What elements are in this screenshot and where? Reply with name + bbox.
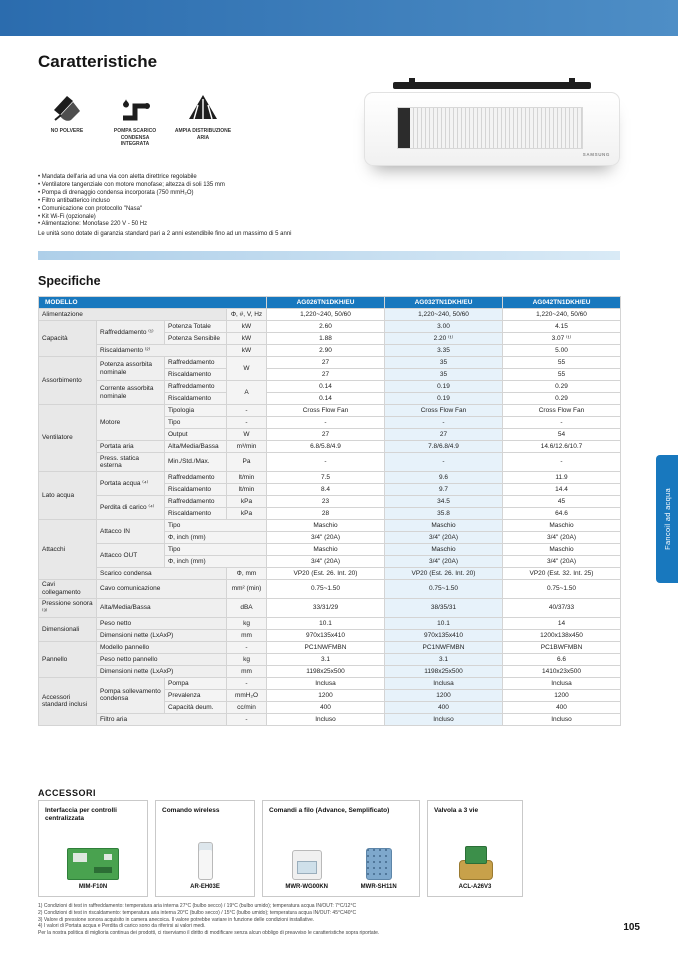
spec-cell: Raffreddamento	[165, 381, 227, 393]
spec-cell: 3/4" (20A)	[385, 555, 503, 567]
spec-cell: 34.5	[385, 495, 503, 507]
page-number: 105	[623, 922, 640, 933]
accessory-title: Valvola a 3 vie	[434, 807, 479, 814]
spec-cell: Attacco IN	[97, 519, 165, 543]
accessories	[38, 800, 523, 897]
spec-cell: 27	[385, 429, 503, 441]
spec-cell: Riscaldamento	[165, 483, 227, 495]
pcb-image	[67, 848, 119, 880]
spec-cell: 0.75~1.50	[385, 579, 503, 598]
valve-image	[454, 844, 496, 880]
spec-cell: -	[503, 417, 621, 429]
spec-cell: W	[227, 357, 267, 381]
spec-cell: 40/37/33	[503, 598, 621, 617]
accessory-card	[155, 800, 255, 897]
spec-cell: dBA	[227, 598, 267, 617]
spec-cell: kW	[227, 333, 267, 345]
spec-cell: mm	[227, 665, 267, 677]
spec-cell: Portata acqua ⁽⁴⁾	[97, 471, 165, 495]
spec-cell: Potenza Sensibile	[165, 333, 227, 345]
feature-item: • Comunicazione con protocollo "Nasa"	[38, 206, 368, 214]
spec-cell: lt/min	[227, 483, 267, 495]
spec-cell: 10.1	[267, 617, 385, 629]
wired-simple-image	[366, 848, 392, 880]
spec-cell: 400	[385, 701, 503, 713]
spec-cell: 27	[267, 369, 385, 381]
spec-cell: Press. statica esterna	[97, 453, 165, 472]
spec-cell: 11.9	[503, 471, 621, 483]
spec-cell: 28	[267, 507, 385, 519]
spec-cell: Tipo	[165, 417, 227, 429]
warranty-note: Le unità sono dotate di garanzia standard pari a 2 anni estendibile fino ad un massimo di 5 anni	[38, 231, 292, 238]
spec-cell: 7.5	[267, 471, 385, 483]
spec-cell: VP20 (Est. 32. Int. 25)	[503, 567, 621, 579]
spec-cell: VP20 (Est. 26. Int. 20)	[385, 567, 503, 579]
feature-icons	[38, 90, 232, 148]
spec-cell: Inclusa	[267, 677, 385, 689]
spec-cell: Attacchi	[39, 519, 97, 579]
spec-cell: -	[227, 417, 267, 429]
spec-cell: 5.00	[503, 345, 621, 357]
spec-cell: 35	[385, 357, 503, 369]
spec-cell: 1200	[267, 689, 385, 701]
feature-item: • Alimentazione: Monofase 220 V - 50 Hz	[38, 221, 368, 229]
spec-cell: PC1NWFMBN	[385, 641, 503, 653]
spec-cell: A	[227, 381, 267, 405]
brand-logo: SAMSUNG	[582, 152, 610, 157]
spec-cell: Raffreddamento	[165, 357, 227, 369]
spec-section-title: Specifiche	[38, 274, 101, 288]
spec-cell: 10.1	[385, 617, 503, 629]
spec-cell: PC1BWFMBN	[503, 641, 621, 653]
spec-cell: 8.4	[267, 483, 385, 495]
spec-cell: 0.14	[267, 393, 385, 405]
spec-cell: 3.1	[267, 653, 385, 665]
spec-cell: Capacità	[39, 321, 97, 357]
air-grille	[397, 107, 583, 149]
spec-cell: Attacco OUT	[97, 543, 165, 567]
cassette-body	[364, 92, 620, 166]
spec-cell: AG032TN1DKH/EU	[385, 297, 503, 309]
spec-table	[38, 296, 621, 726]
page-title: Caratteristiche	[38, 52, 158, 71]
feature-item: • Ventilatore tangenziale con motore monofase; altezza di soli 135 mm	[38, 182, 368, 190]
spec-cell: 0.75~1.50	[267, 579, 385, 598]
spec-cell: 3.07 ⁽¹⁾	[503, 333, 621, 345]
spec-cell: 0.14	[267, 381, 385, 393]
footnote: 2) Condizioni di test in riscaldamento: temperatura aria interna 20°C (bulbo secco) / 15°C (bulbo umido); temperatura acqua IN/OUT: 45°C/40°C	[38, 909, 357, 916]
spec-cell: Pressione sonora ⁽³⁾	[39, 598, 97, 617]
spec-cell: -	[227, 641, 267, 653]
accessories-title: ACCESSORI	[38, 788, 97, 798]
spec-cell: Capacità deum.	[165, 701, 227, 713]
spec-cell: Pompa	[165, 677, 227, 689]
spec-cell: 0.75~1.50	[503, 579, 621, 598]
footnote: Per la nostra politica di miglioria continua dei prodotti, ci riserviamo il diritto di modificare senza alcun obbligo di preavviso le caratteristiche sopra riportate.	[38, 930, 380, 936]
spec-cell: kPa	[227, 507, 267, 519]
product-image	[364, 82, 620, 188]
spec-cell: 400	[267, 701, 385, 713]
wired-advance-image	[292, 850, 322, 880]
spec-cell: 0.19	[385, 381, 503, 393]
spec-cell: Dimensioni nette (LxAxP)	[97, 629, 227, 641]
spec-cell: Riscaldamento ⁽²⁾	[97, 345, 227, 357]
spec-cell: Raffreddamento ⁽¹⁾	[97, 321, 165, 345]
spec-cell: 1.88	[267, 333, 385, 345]
spec-cell: 2.20 ⁽¹⁾	[385, 333, 503, 345]
spec-cell: 0.19	[385, 393, 503, 405]
spec-cell: 1198x25x500	[267, 665, 385, 677]
spec-cell: -	[227, 405, 267, 417]
no-dust-icon	[50, 90, 84, 124]
spec-cell: Min./Std./Max.	[165, 453, 227, 472]
spec-cell: Inclusa	[503, 677, 621, 689]
spec-cell: Riscaldamento	[165, 369, 227, 381]
spec-cell: Peso netto	[97, 617, 227, 629]
spec-cell: lt/min	[227, 471, 267, 483]
spec-cell: 14.6/12.6/10.7	[503, 441, 621, 453]
spec-cell: Incluso	[385, 713, 503, 725]
spec-cell: mm² (min)	[227, 579, 267, 598]
spec-cell: Lato acqua	[39, 471, 97, 519]
spec-cell: -	[267, 417, 385, 429]
accessory-model: MWR-WG00KN	[285, 884, 328, 890]
spec-cell: 400	[503, 701, 621, 713]
spec-cell: Inclusa	[385, 677, 503, 689]
spec-cell: -	[503, 453, 621, 472]
spec-cell: 9.7	[385, 483, 503, 495]
spec-cell: Cavo comunicazione	[97, 579, 227, 598]
spec-cell: Maschio	[385, 543, 503, 555]
spec-cell: 970x135x410	[385, 629, 503, 641]
spec-cell: AG026TN1DKH/EU	[267, 297, 385, 309]
spec-cell: Prevalenza	[165, 689, 227, 701]
spec-cell: Pompa sollevamento condensa	[97, 677, 165, 713]
spec-cell: Incluso	[267, 713, 385, 725]
spec-cell: Potenza assorbita nominale	[97, 357, 165, 381]
spec-cell: 3/4" (20A)	[267, 531, 385, 543]
spec-cell: kW	[227, 345, 267, 357]
spec-cell: 1198x25x500	[385, 665, 503, 677]
spec-cell: Φ, #, V, Hz	[227, 309, 267, 321]
spec-cell: 14	[503, 617, 621, 629]
feature-icon-label: POMPA SCARICO CONDENSA INTEGRATA	[113, 128, 157, 147]
spec-cell: Incluso	[503, 713, 621, 725]
spec-cell: Assorbimento	[39, 357, 97, 405]
spec-cell: Motore	[97, 405, 165, 441]
feature-icon-label: NO POLVERE	[50, 128, 84, 134]
spec-cell: kg	[227, 617, 267, 629]
spec-cell: 0.29	[503, 381, 621, 393]
spec-cell: kg	[227, 653, 267, 665]
spec-cell: Peso netto pannello	[97, 653, 227, 665]
remote-image	[198, 842, 213, 880]
spec-cell: 6.8/5.8/4.9	[267, 441, 385, 453]
spec-cell: Pa	[227, 453, 267, 472]
spec-cell: Maschio	[267, 519, 385, 531]
mounting-rail	[393, 82, 591, 89]
spec-cell: W	[227, 429, 267, 441]
spec-cell: MODELLO	[39, 297, 267, 309]
spec-cell: PC1NWFMBN	[267, 641, 385, 653]
spec-cell: Alta/Media/Bassa	[97, 598, 227, 617]
spec-cell: 55	[503, 369, 621, 381]
spec-cell: 14.4	[503, 483, 621, 495]
spec-cell: Perdita di carico ⁽⁴⁾	[97, 495, 165, 519]
accessory-title: Interfaccia per controlli centralizzata	[45, 807, 117, 823]
spec-cell: Riscaldamento	[165, 393, 227, 405]
air-distribution-icon	[186, 90, 220, 124]
spec-cell: 3/4" (20A)	[503, 531, 621, 543]
spec-cell: Dimensionali	[39, 617, 97, 641]
footnote: 4) I valori di Portata acqua e Perdita di carico sono da riferirsi ai valori medi.	[38, 923, 206, 930]
spec-cell: 3/4" (20A)	[385, 531, 503, 543]
spec-cell: 7.8/6.8/4.9	[385, 441, 503, 453]
spec-cell: Tipo	[165, 543, 267, 555]
spec-cell: 3/4" (20A)	[503, 555, 621, 567]
spec-cell: 55	[503, 357, 621, 369]
spec-cell: 3.1	[385, 653, 503, 665]
spec-cell: 35	[385, 369, 503, 381]
spec-cell: Maschio	[267, 543, 385, 555]
spec-cell: Maschio	[385, 519, 503, 531]
spec-cell: Raffreddamento	[165, 495, 227, 507]
spec-cell: mm	[227, 629, 267, 641]
accessory-title: Comandi a filo (Advance, Semplificato)	[269, 807, 390, 814]
spec-cell: Accessori standard inclusi	[39, 677, 97, 725]
spec-cell: Cross Flow Fan	[385, 405, 503, 417]
spec-cell: 45	[503, 495, 621, 507]
spec-cell: Modello pannello	[97, 641, 227, 653]
spec-cell: 6.6	[503, 653, 621, 665]
spec-cell: Raffreddamento	[165, 471, 227, 483]
spec-cell: 3/4" (20A)	[267, 555, 385, 567]
spec-cell: Φ, inch (mm)	[165, 555, 267, 567]
spec-cell: AG042TN1DKH/EU	[503, 297, 621, 309]
spec-cell: 0.29	[503, 393, 621, 405]
spec-cell: Φ, inch (mm)	[165, 531, 267, 543]
spec-cell: 54	[503, 429, 621, 441]
drain-pump-icon	[118, 90, 152, 124]
spec-cell: kW	[227, 321, 267, 333]
spec-cell: 970x135x410	[267, 629, 385, 641]
spec-cell: Portata aria	[97, 441, 165, 453]
spec-cell: Maschio	[503, 543, 621, 555]
accessory-model: MWR-SH11N	[360, 884, 397, 890]
spec-cell: Alimentazione	[39, 309, 227, 321]
air-distribution-feature	[174, 90, 232, 148]
spec-cell: 1,220~240, 50/60	[385, 309, 503, 321]
spec-cell: Pannello	[39, 641, 97, 677]
spec-cell: Corrente assorbita nominale	[97, 381, 165, 405]
spec-cell: -	[385, 417, 503, 429]
footnotes	[38, 903, 578, 937]
spec-cell: 38/35/31	[385, 598, 503, 617]
accessory-card	[262, 800, 420, 897]
spec-cell: 3.35	[385, 345, 503, 357]
spec-cell: Maschio	[503, 519, 621, 531]
accessory-model: MIM-F10N	[78, 884, 108, 890]
spec-cell: Φ, mm	[227, 567, 267, 579]
no-dust-feature	[38, 90, 96, 148]
spec-cell: Scarico condensa	[97, 567, 227, 579]
spec-cell: -	[227, 677, 267, 689]
spec-cell: 1,220~240, 50/60	[267, 309, 385, 321]
footnote: 3) Valore di pressione sonora acquisito in camera anecoica. Il valore potrebbe variare in funzione delle condizioni installative.	[38, 916, 315, 923]
accessory-model: AR-EH03E	[190, 884, 220, 890]
spec-cell: Cross Flow Fan	[503, 405, 621, 417]
spec-cell: Filtro aria	[97, 713, 227, 725]
spec-cell: 1410x23x500	[503, 665, 621, 677]
spec-cell: 1200	[385, 689, 503, 701]
spec-cell: Cross Flow Fan	[267, 405, 385, 417]
spec-cell: 4.15	[503, 321, 621, 333]
spec-cell: Alta/Media/Bassa	[165, 441, 227, 453]
spec-table-body	[39, 309, 621, 726]
header-bar	[0, 0, 678, 36]
spec-cell: 64.6	[503, 507, 621, 519]
spec-table-head	[39, 297, 621, 309]
side-tab-fancoil[interactable]	[656, 455, 678, 583]
spec-cell: 23	[267, 495, 385, 507]
spec-cell: 1200	[503, 689, 621, 701]
feature-item: • Filtro antibatterico incluso	[38, 198, 368, 206]
spec-cell: 27	[267, 357, 385, 369]
spec-cell: 1,220~240, 50/60	[503, 309, 621, 321]
drain-pump-feature	[106, 90, 164, 148]
spec-cell: m³/min	[227, 441, 267, 453]
feature-item: • Kit Wi-Fi (opzionale)	[38, 214, 368, 222]
feature-section	[38, 174, 368, 239]
spec-cell: Cavi collegamento	[39, 579, 97, 598]
spec-cell: Dimensioni nette (LxAxP)	[97, 665, 227, 677]
air-outlet-slot	[398, 108, 410, 148]
accessory-model: ACL-A26V3	[458, 884, 492, 890]
spec-cell: Riscaldamento	[165, 507, 227, 519]
spec-cell: -	[385, 453, 503, 472]
spec-cell: Output	[165, 429, 227, 441]
spec-cell: VP20 (Est. 26. Int. 20)	[267, 567, 385, 579]
accessory-card	[427, 800, 523, 897]
footnote: 1) Condizioni di test in raffreddamento: temperatura aria interna 27°C (bulbo secco) / 19°C (bulbo umido); temperatura acqua IN/OUT: 7°C/12°C	[38, 903, 357, 909]
spec-cell: -	[267, 453, 385, 472]
spec-cell: 27	[267, 429, 385, 441]
accessory-title: Comando wireless	[162, 807, 220, 814]
accessory-card	[38, 800, 148, 897]
feature-item: • Pompa di drenaggio condensa incorporata (750 mmH₂O)	[38, 190, 368, 198]
side-tab-label: Fancoil ad acqua	[662, 488, 672, 550]
spec-cell: 35.8	[385, 507, 503, 519]
section-divider	[38, 251, 620, 260]
spec-cell: Potenza Totale	[165, 321, 227, 333]
feature-icon-label: AMPIA DISTRIBUZIONE ARIA	[174, 128, 232, 141]
spec-cell: mmH₂O	[227, 689, 267, 701]
spec-cell: cc/min	[227, 701, 267, 713]
feature-item: • Mandata dell'aria ad una via con aletta direttrice regolabile	[38, 174, 368, 182]
spec-cell: 1200x138x450	[503, 629, 621, 641]
spec-cell: 33/31/29	[267, 598, 385, 617]
feature-list	[38, 174, 368, 229]
spec-cell: Ventilatore	[39, 405, 97, 472]
spec-cell: 2.90	[267, 345, 385, 357]
spec-cell: Tipo	[165, 519, 267, 531]
spec-cell: 2.60	[267, 321, 385, 333]
spec-cell: 3.00	[385, 321, 503, 333]
spec-cell: Tipologia	[165, 405, 227, 417]
spec-cell: -	[227, 713, 267, 725]
spec-cell: kPa	[227, 495, 267, 507]
spec-cell: 9.6	[385, 471, 503, 483]
